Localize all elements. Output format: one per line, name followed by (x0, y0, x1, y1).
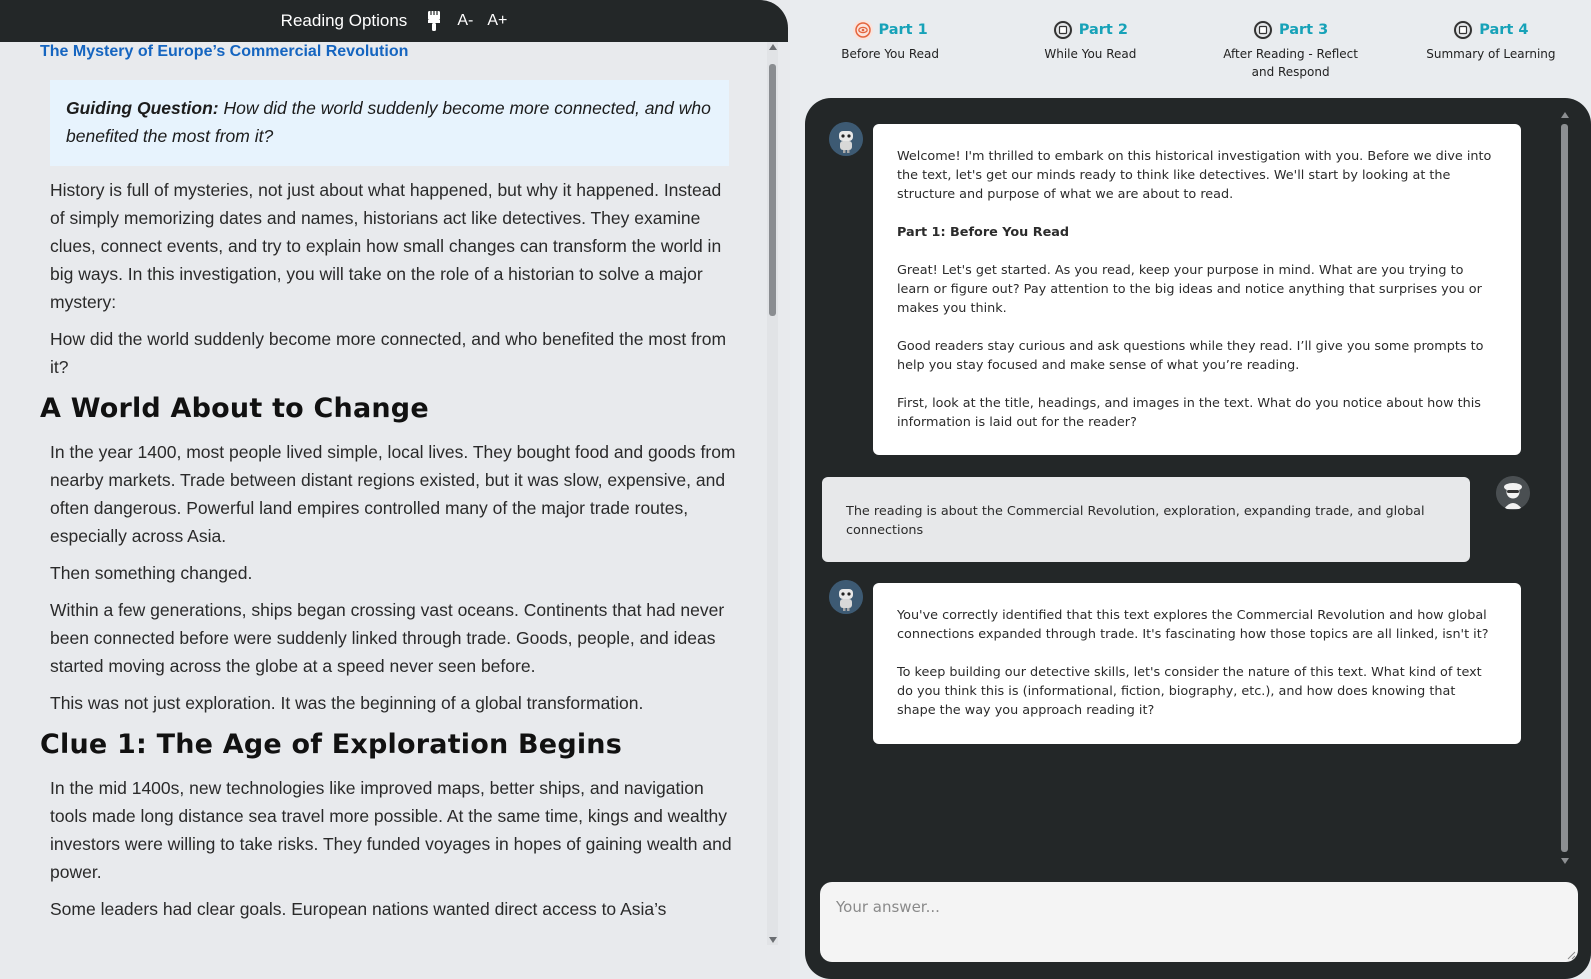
guiding-question-box (50, 80, 729, 166)
step-label: Part 2 (1078, 22, 1128, 38)
reader-panel (0, 0, 790, 979)
chat-scrollbar[interactable] (1559, 112, 1570, 864)
message-text: Great! Let's get started. As you read, keep your purpose in mind. What are you trying to learn or figure out? Pay attention to the big ideas and notice anything that surprises you or makes you think. (897, 263, 1482, 316)
section2-paragraph-2: Some leaders had clear goals. European nations wanted direct access to Asia’s (50, 899, 667, 919)
section1-paragraph-1: In the year 1400, most people lived simple, local lives. They bought food and goods from nearby markets. Trade between distant regions existed, but it was slow, expensive, and often dangerous. Powerful land empires controlled many of the major trade routes, especially across Asia. (50, 442, 736, 546)
reader-scroll-area[interactable] (0, 42, 778, 979)
section-heading-clue-1: Clue 1: The Age of Exploration Begins (40, 729, 622, 760)
robot-avatar-icon (829, 580, 863, 614)
scroll-up-arrow-icon[interactable] (1561, 112, 1569, 118)
user-avatar-icon (1496, 476, 1530, 510)
message-text: To keep building our detective skills, let's consider the nature of this text. What kind of text do you think this is (informational, fiction, biography, etc.), and how does knowing that shape the way you approach reading it? (897, 665, 1482, 718)
step-subtitle: While You Read (1044, 47, 1137, 61)
user-message-1 (822, 477, 1470, 562)
chat-scrollbar-thumb[interactable] (1561, 124, 1568, 852)
section-heading-world-about-to-change: A World About to Change (40, 393, 429, 424)
reading-options-toolbar (0, 0, 788, 42)
scroll-down-arrow-icon[interactable] (769, 937, 777, 943)
bot-message-1 (873, 124, 1521, 455)
section1-paragraph-3: Within a few generations, ships began crossing vast oceans. Continents that had never been connected before were suddenly linked through trade. Goods, people, and ideas started moving across the globe at a speed never seen before. (50, 600, 725, 676)
guiding-question-text: How did the world suddenly become more connected, and who benefited the most from it? (66, 98, 711, 146)
section2-paragraph-1: In the mid 1400s, new technologies like improved maps, better ships, and navigation tools made long distance sea travel more possible. At the same time, kings and wealthy investors were willing to take risks. They funded voyages in hopes of gaining wealth and power. (50, 778, 732, 882)
step-subtitle: Summary of Learning (1426, 47, 1556, 61)
step-subtitle: Before You Read (841, 47, 939, 61)
scroll-up-arrow-icon[interactable] (769, 44, 777, 50)
part-steps-nav (790, 0, 1591, 96)
message-heading: Part 1: Before You Read (897, 225, 1070, 240)
decrease-font-button[interactable]: A- (457, 12, 474, 29)
message-text: Good readers stay curious and ask questions while they read. I’ll give you some prompts to help you stay focused and make sense of what you’re reading. (897, 339, 1484, 373)
intro-paragraph-1: History is full of mysteries, not just about what happened, but why it happened. Instead of simply memorizing dates and names, historians act like detectives. They examine clues, connect events, and try to explain how small changes can transform the world in big ways. In this investigation, you will take on the role of a historian to solve a major mystery: (50, 180, 722, 312)
message-text: First, look at the title, headings, and images in the text. What do you notice about how this information is laid out for the reader? (897, 396, 1481, 430)
message-text: The reading is about the Commercial Revolution, exploration, expanding trade, and global connections (846, 504, 1425, 538)
answer-input[interactable] (820, 882, 1578, 962)
step-label: Part 1 (878, 22, 928, 38)
step-label: Part 4 (1479, 22, 1529, 38)
step-subtitle: After Reading - Reflect and Respond (1223, 47, 1358, 79)
section1-paragraph-2: Then something changed. (50, 563, 253, 583)
message-text: Welcome! I'm thrilled to embark on this historical investigation with you. Before we dive into the text, let's get our minds ready to think like detectives. We'll start by looking at the structure and purpose of what we are about to read. (897, 149, 1492, 202)
document-title: The Mystery of Europe’s Commercial Revolution (40, 43, 409, 60)
step-part-3[interactable] (1191, 0, 1391, 96)
reading-options-label[interactable]: Reading Options (280, 11, 408, 30)
message-text: You've correctly identified that this text explores the Commercial Revolution and how global connections expanded through trade. It's fascinating how those topics are all linked, isn't it? (897, 608, 1489, 642)
step-part-2[interactable] (990, 0, 1190, 96)
paint-brush-icon[interactable] (425, 10, 443, 32)
bot-message-2 (873, 583, 1521, 744)
eye-icon (853, 20, 873, 40)
robot-avatar-icon (829, 122, 863, 156)
increase-font-button[interactable]: A+ (487, 12, 508, 29)
step-part-1[interactable] (790, 0, 990, 96)
step-part-4[interactable] (1391, 0, 1591, 96)
reader-scrollbar[interactable] (767, 42, 778, 945)
step-label: Part 3 (1279, 22, 1329, 38)
intro-paragraph-2: How did the world suddenly become more connected, and who benefited the most from it? (50, 329, 727, 377)
reader-scrollbar-thumb[interactable] (769, 64, 776, 316)
scroll-down-arrow-icon[interactable] (1561, 858, 1569, 864)
guiding-question-label: Guiding Question: (66, 98, 219, 118)
section1-paragraph-4: This was not just exploration. It was the beginning of a global transformation. (50, 693, 644, 713)
circle-icon (1453, 20, 1473, 40)
circle-icon (1253, 20, 1273, 40)
reader-content (0, 42, 778, 923)
circle-icon (1053, 20, 1073, 40)
resize-grip-icon[interactable] (1566, 950, 1576, 960)
